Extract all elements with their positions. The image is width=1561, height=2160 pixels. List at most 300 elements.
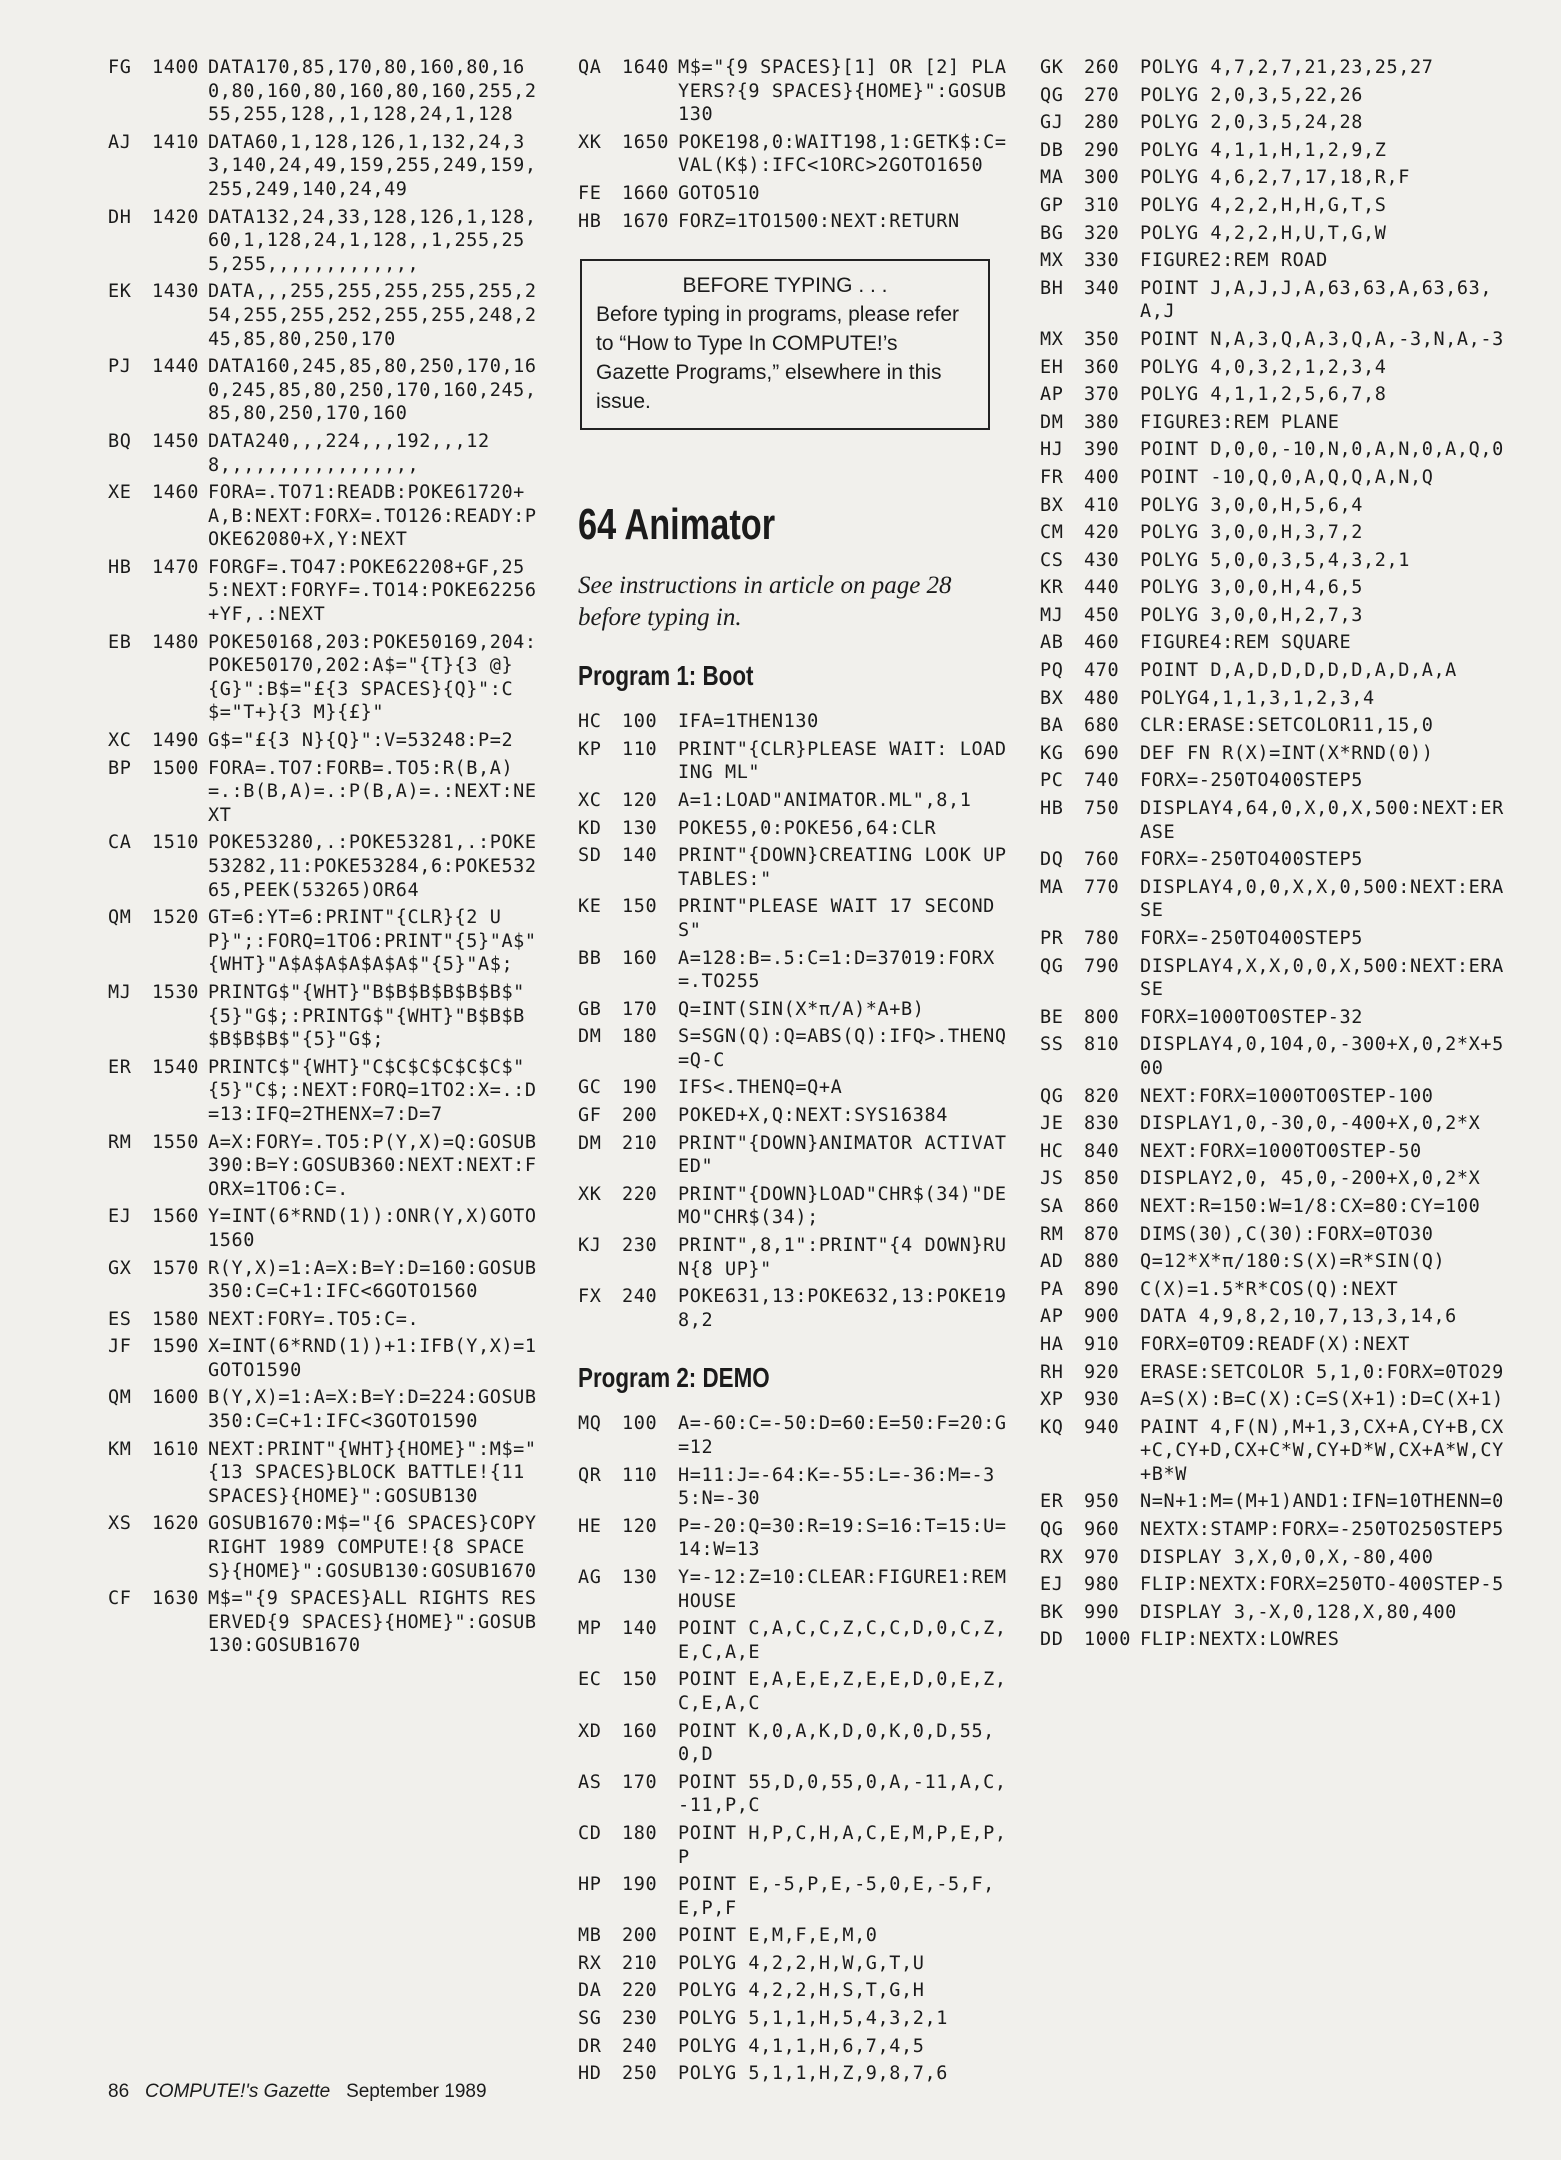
line-number: 920	[1084, 1361, 1120, 1383]
code-text: NEXTX:STAMP:FORX=-250TO250STEP5	[1140, 1519, 1504, 1541]
checksum: ER	[1040, 1491, 1064, 1513]
checksum: XC	[108, 730, 132, 752]
code-line	[1040, 604, 1510, 628]
line-number: 130	[622, 1566, 658, 1588]
line-number: 1460	[152, 482, 199, 504]
checksum: HB	[578, 210, 602, 232]
checksum: SA	[1040, 1195, 1064, 1217]
code-text: PAINT 4,F(N),M+1,3,CX+A,CY+B,CX+C,CY+D,CX+C*W,CY+D*W,CX+A*W,CY+B*W	[1140, 1416, 1504, 1485]
magazine-name: COMPUTE!'s Gazette	[144, 2081, 331, 2102]
checksum: EB	[108, 631, 132, 653]
code-text: Q=12*X*π/180:S(X)=R*SIN(Q)	[1140, 1251, 1446, 1273]
line-number: 170	[622, 998, 658, 1020]
code-text: PRINT"{CLR}PLEASE WAIT: LOADING ML"	[678, 738, 1007, 784]
code-line	[1040, 1167, 1510, 1191]
code-text: PRINTC$"{WHT}"C$C$C$C$C$C$"{5}"C$;:NEXT:FORQ=1TO2:X=.:D=13:IFQ=2THENX=7:D=7	[208, 1056, 537, 1125]
checksum: HE	[578, 1515, 602, 1537]
note-title: BEFORE TYPING . . .	[682, 274, 888, 298]
line-number: 220	[622, 1980, 658, 2002]
line-number: 290	[1084, 139, 1120, 161]
code-text: POLYG 5,0,0,3,5,4,3,2,1	[1140, 549, 1410, 571]
checksum: BK	[1040, 1601, 1064, 1623]
code-text: FORA=.TO71:READB:POKE61720+A,B:NEXT:FORX=.TO126:READY:POKE62080+X,Y:NEXT	[208, 482, 537, 551]
code-text: POLYG 4,2,2,H,S,T,G,H	[678, 1980, 925, 2002]
code-line	[1040, 1416, 1510, 1487]
line-number: 190	[622, 1077, 658, 1099]
code-line	[108, 981, 548, 1052]
checksum: KR	[1040, 577, 1064, 599]
checksum: QG	[1040, 1085, 1064, 1107]
checksum: JS	[1040, 1168, 1064, 1190]
code-text: A=-60:C=-50:D=60:E=50:F=20:G=12	[678, 1413, 1007, 1458]
code-line	[1040, 111, 1510, 135]
line-number: 450	[1084, 604, 1120, 626]
code-text: B(Y,X)=1:A=X:B=Y:D=224:GOSUB350:C=C+1:IFC<3GOTO1590	[208, 1387, 537, 1433]
code-line	[578, 131, 1018, 178]
code-text: DATA160,245,85,80,250,170,160,245,85,80,250,170,160,245,85,80,250,170,160	[208, 356, 537, 425]
line-number: 270	[1084, 84, 1120, 106]
line-number: 1410	[152, 131, 199, 153]
code-text: C(X)=1.5*R*COS(Q):NEXT	[1140, 1278, 1399, 1300]
line-number: 160	[622, 1720, 658, 1742]
code-text: POLYG 3,0,0,H,5,6,4	[1140, 494, 1364, 516]
checksum: HC	[578, 711, 602, 733]
code-line	[578, 1771, 1018, 1818]
line-number: 990	[1084, 1601, 1120, 1623]
line-number: 900	[1084, 1306, 1120, 1328]
code-text: POLYG 4,1,1,2,5,6,7,8	[1140, 384, 1387, 406]
line-number: 780	[1084, 928, 1120, 949]
code-text: ERASE:SETCOLOR 5,1,0:FORX=0TO29	[1140, 1361, 1504, 1383]
checksum: QA	[578, 57, 602, 78]
checksum: EJ	[108, 1206, 132, 1228]
line-number: 310	[1084, 194, 1120, 216]
checksum: HJ	[1040, 439, 1064, 461]
code-text: M$="{9 SPACES}[1] OR [2] PLAYERS?{9 SPACES}{HOME}":GOSUB130	[678, 57, 1007, 126]
code-line	[108, 906, 548, 977]
program-1-heading: Program 1: Boot	[578, 660, 754, 692]
program-1-listing	[578, 710, 1018, 1332]
code-text: DISPLAY4,0,0,X,X,0,500:NEXT:ERASE	[1140, 876, 1504, 922]
code-line	[108, 757, 548, 828]
line-number: 1450	[152, 430, 199, 452]
checksum: BB	[578, 947, 602, 969]
line-number: 110	[622, 738, 658, 760]
checksum: XK	[578, 131, 602, 153]
code-text: Q=INT(SIN(X*π/A)*A+B)	[678, 998, 925, 1020]
code-line	[1040, 194, 1510, 218]
code-text: DATA,,,255,255,255,255,255,254,255,255,252,255,255,248,245,85,80,250,170	[208, 281, 537, 350]
code-text: POINT -10,Q,0,A,Q,Q,A,N,Q	[1140, 466, 1434, 488]
line-number: 240	[622, 1286, 658, 1308]
code-text: POINT E,M,F,E,M,0	[678, 1925, 878, 1947]
checksum: HD	[578, 2063, 602, 2085]
code-line	[1040, 438, 1510, 462]
code-text: POINT E,-5,P,E,-5,0,E,-5,F,E,P,F	[678, 1874, 995, 1919]
code-text: POINT H,P,C,H,A,C,E,M,P,E,P,P	[678, 1822, 1007, 1868]
line-number: 130	[622, 817, 658, 839]
line-number: 1000	[1084, 1629, 1131, 1651]
line-number: 1590	[152, 1336, 199, 1358]
line-number: 140	[622, 1618, 658, 1640]
line-number: 1430	[152, 281, 199, 303]
code-line	[108, 430, 548, 477]
code-line	[578, 1464, 1018, 1511]
code-text: POLYG4,1,1,3,1,2,3,4	[1140, 687, 1375, 709]
code-text: FIGURE3:REM PLANE	[1140, 411, 1340, 433]
line-number: 870	[1084, 1223, 1120, 1245]
code-text: DATA132,24,33,128,126,1,128,60,1,128,24,1,128,,1,255,255,255,,,,,,,,,,,,,	[208, 206, 537, 275]
code-line	[108, 1131, 548, 1202]
line-number: 830	[1084, 1113, 1120, 1135]
code-line	[108, 1512, 548, 1583]
checksum: MA	[1040, 876, 1064, 898]
code-text: DEF FN R(X)=INT(X*RND(0))	[1140, 742, 1434, 764]
code-line	[1040, 356, 1510, 380]
checksum: GP	[1040, 194, 1064, 216]
line-number: 970	[1084, 1546, 1120, 1568]
code-line	[1040, 277, 1510, 324]
code-line	[1040, 1006, 1510, 1030]
code-line	[578, 947, 1018, 994]
checksum: BA	[1040, 715, 1064, 737]
checksum: KM	[108, 1438, 132, 1460]
code-text: CLR:ERASE:SETCOLOR11,15,0	[1140, 715, 1434, 737]
code-line	[578, 56, 1018, 127]
line-number: 480	[1084, 687, 1120, 709]
line-number: 1490	[152, 730, 199, 752]
line-number: 1650	[622, 131, 669, 153]
checksum: DM	[578, 1026, 602, 1048]
checksum: EJ	[1040, 1574, 1064, 1596]
checksum: RX	[578, 1952, 602, 1974]
checksum: CA	[108, 832, 132, 854]
checksum: XE	[108, 482, 132, 504]
checksum: QG	[1040, 84, 1064, 106]
code-text: POINT D,0,0,-10,N,0,A,N,0,A,Q,0	[1140, 439, 1504, 461]
line-number: 940	[1084, 1416, 1120, 1438]
checksum: AS	[578, 1771, 602, 1793]
line-number: 330	[1084, 250, 1120, 272]
line-number: 190	[622, 1874, 658, 1896]
checksum: HB	[1040, 798, 1064, 820]
code-line	[1040, 1361, 1510, 1385]
code-line	[578, 1132, 1018, 1179]
checksum: AP	[1040, 384, 1064, 406]
line-number: 200	[622, 1105, 658, 1127]
checksum: QR	[578, 1464, 602, 1486]
code-text: FORA=.TO7:FORB=.TO5:R(B,A)=.:B(B,A)=.:P(B,A)=.:NEXT:NEXT	[208, 757, 537, 826]
code-line	[578, 210, 1018, 234]
page-footer	[108, 2081, 487, 2103]
line-number: 460	[1084, 632, 1120, 654]
line-number: 440	[1084, 577, 1120, 599]
code-line	[578, 789, 1018, 813]
line-number: 1640	[622, 57, 669, 78]
code-text: POLYG 5,1,1,H,5,4,3,2,1	[678, 2008, 948, 2030]
code-line	[1040, 1388, 1510, 1412]
checksum: GF	[578, 1105, 602, 1127]
line-number: 1480	[152, 631, 199, 653]
code-text: NEXT:PRINT"{WHT}{HOME}":M$="{13 SPACES}BLOCK BATTLE!{11 SPACES}{HOME}":GOSUB130	[208, 1438, 537, 1507]
checksum: HP	[578, 1874, 602, 1896]
code-text: DISPLAY2,0, 45,0,-200+X,0,2*X	[1140, 1168, 1481, 1190]
code-line	[1040, 411, 1510, 435]
line-number: 860	[1084, 1195, 1120, 1217]
code-text: FORX=-250TO400STEP5	[1140, 849, 1364, 871]
code-text: POINT K,0,A,K,D,0,K,0,D,55,0,D	[678, 1720, 995, 1766]
code-line	[578, 1104, 1018, 1128]
code-text: NEXT:FORX=1000TO0STEP-50	[1140, 1140, 1422, 1162]
line-number: 410	[1084, 494, 1120, 516]
code-line	[578, 1720, 1018, 1767]
code-line	[108, 1386, 548, 1433]
code-text: POKE50168,203:POKE50169,204:POKE50170,202:A$="{T}{3 @}{G}":B$="£{3 SPACES}{Q}":C$="T+}{3 M}{£}"	[208, 631, 537, 724]
line-number: 790	[1084, 955, 1120, 977]
line-number: 1470	[152, 556, 199, 578]
line-number: 1670	[622, 210, 669, 232]
line-number: 110	[622, 1464, 658, 1486]
checksum: RM	[108, 1131, 132, 1153]
line-number: 1400	[152, 57, 199, 78]
line-number: 1610	[152, 1438, 199, 1460]
code-line	[578, 710, 1018, 734]
code-line	[1040, 249, 1510, 273]
code-text: POKE631,13:POKE632,13:POKE198,2	[678, 1286, 1007, 1331]
line-number: 1600	[152, 1387, 199, 1409]
checksum: AG	[578, 1566, 602, 1588]
code-text: POLYG 4,6,2,7,17,18,R,F	[1140, 167, 1410, 189]
code-text: DATA240,,,224,,,192,,,128,,,,,,,,,,,,,,,,,	[208, 430, 490, 476]
code-line	[578, 1668, 1018, 1715]
code-text: FLIP:NEXTX:FORX=250TO-400STEP-5	[1140, 1574, 1504, 1596]
line-number: 240	[622, 2035, 658, 2057]
code-text: POLYG 5,1,1,H,Z,9,8,7,6	[678, 2063, 948, 2085]
code-line	[1040, 166, 1510, 190]
checksum: KJ	[578, 1235, 602, 1257]
line-number: 680	[1084, 715, 1120, 737]
code-text: FORX=-250TO400STEP5	[1140, 928, 1364, 949]
checksum: CS	[1040, 549, 1064, 571]
code-line	[108, 56, 548, 127]
code-line	[1040, 687, 1510, 711]
line-number: 1630	[152, 1588, 199, 1610]
line-number: 880	[1084, 1251, 1120, 1273]
column-2	[578, 56, 1018, 2090]
code-text: POLYG 4,1,1,H,1,2,9,Z	[1140, 139, 1387, 161]
article-title: 64 Animator	[578, 500, 776, 550]
code-line	[1040, 848, 1510, 872]
line-number: 380	[1084, 411, 1120, 433]
code-line	[1040, 955, 1510, 1002]
code-line	[108, 556, 548, 627]
code-line	[1040, 494, 1510, 518]
code-text: X=INT(6*RND(1))+1:IFB(Y,X)=1GOTO1590	[208, 1336, 537, 1381]
line-number: 200	[622, 1925, 658, 1947]
code-line	[1040, 84, 1510, 108]
checksum: GB	[578, 998, 602, 1020]
code-text: R(Y,X)=1:A=X:B=Y:D=160:GOSUB350:C=C+1:IFC<6GOTO1560	[208, 1257, 537, 1303]
checksum: MJ	[1040, 604, 1064, 626]
code-text: POKED+X,Q:NEXT:SYS16384	[678, 1105, 948, 1127]
code-line	[108, 1438, 548, 1509]
checksum: KE	[578, 896, 602, 918]
checksum: QG	[1040, 1519, 1064, 1541]
checksum: BP	[108, 757, 132, 779]
line-number: 950	[1084, 1491, 1120, 1513]
checksum: PA	[1040, 1278, 1064, 1300]
line-number: 960	[1084, 1519, 1120, 1541]
code-text: POLYG 4,7,2,7,21,23,25,27	[1140, 57, 1434, 78]
code-line	[1040, 1085, 1510, 1109]
line-number: 180	[622, 1822, 658, 1844]
note-body: Before typing in programs, please refer to “How to Type In COMPUTE!’s Gazette Programs,” elsewhere in this issue.	[596, 303, 960, 414]
code-text: Y=-12:Z=10:CLEAR:FIGURE1:REM HOUSE	[678, 1566, 1019, 1612]
code-line	[1040, 1490, 1510, 1514]
code-text: POINT N,A,3,Q,A,3,Q,A,-3,N,A,-3	[1140, 328, 1504, 350]
line-number: 250	[622, 2063, 658, 2085]
line-number: 800	[1084, 1006, 1120, 1028]
code-text: NEXT:FORX=1000TO0STEP-100	[1140, 1085, 1434, 1107]
code-text: PRINT",8,1":PRINT"{4 DOWN}RUN{8 UP}"	[678, 1235, 1007, 1280]
checksum: AD	[1040, 1251, 1064, 1273]
checksum: MA	[1040, 167, 1064, 189]
checksum: DA	[578, 1980, 602, 2002]
code-line	[1040, 549, 1510, 573]
code-line	[1040, 1546, 1510, 1570]
checksum: MJ	[108, 981, 132, 1003]
line-number: 390	[1084, 439, 1120, 461]
code-text: DATA170,85,170,80,160,80,160,80,160,80,160,80,160,255,255,255,128,,1,128,24,1,128	[208, 57, 537, 126]
code-line	[578, 738, 1018, 785]
line-number: 350	[1084, 328, 1120, 350]
checksum: EK	[108, 281, 132, 303]
code-text: POINT D,A,D,D,D,D,D,A,D,A,A	[1140, 660, 1457, 682]
checksum: GX	[108, 1257, 132, 1279]
code-text: POLYG 2,0,3,5,22,26	[1140, 84, 1364, 106]
checksum: CD	[578, 1822, 602, 1844]
checksum: MX	[1040, 328, 1064, 350]
code-line	[578, 1076, 1018, 1100]
line-number: 420	[1084, 522, 1120, 544]
line-number: 980	[1084, 1574, 1120, 1596]
code-text: PRINT"{DOWN}ANIMATOR ACTIVATED"	[678, 1132, 1007, 1178]
code-text: PRINT"{DOWN}CREATING LOOK UP TABLES:"	[678, 845, 1019, 890]
code-line	[578, 1515, 1018, 1562]
code-line	[108, 631, 548, 725]
code-line	[1040, 56, 1510, 80]
line-number: 150	[622, 1669, 658, 1691]
line-number: 100	[622, 1413, 658, 1435]
checksum: BX	[1040, 494, 1064, 516]
code-line	[1040, 1278, 1510, 1302]
code-text: DATA60,1,128,126,1,132,24,33,140,24,49,159,255,249,159,255,249,140,24,49	[208, 131, 537, 200]
line-number: 360	[1084, 356, 1120, 378]
line-number: 210	[622, 1132, 658, 1154]
checksum: AP	[1040, 1306, 1064, 1328]
line-number: 1550	[152, 1131, 199, 1153]
line-number: 760	[1084, 849, 1120, 871]
checksum: KP	[578, 738, 602, 760]
code-line	[1040, 714, 1510, 738]
code-text: POLYG 2,0,3,5,24,28	[1140, 112, 1364, 134]
code-line	[578, 1952, 1018, 1976]
code-line	[1040, 1628, 1510, 1652]
checksum: AJ	[108, 131, 132, 153]
code-line	[108, 280, 548, 351]
checksum: BH	[1040, 277, 1064, 299]
code-text: DISPLAY4,0,104,0,-300+X,0,2*X+500	[1140, 1034, 1504, 1079]
line-number: 910	[1084, 1333, 1120, 1355]
code-line	[578, 1234, 1018, 1281]
checksum: DH	[108, 206, 132, 228]
line-number: 210	[622, 1952, 658, 1974]
checksum: ER	[108, 1056, 132, 1078]
issue-date: September 1989	[346, 2081, 487, 2102]
checksum: QM	[108, 1387, 132, 1409]
code-line	[578, 1617, 1018, 1664]
code-line	[1040, 1333, 1510, 1357]
checksum: XK	[578, 1183, 602, 1205]
checksum: DR	[578, 2035, 602, 2057]
checksum: MB	[578, 1925, 602, 1947]
checksum: HC	[1040, 1140, 1064, 1162]
line-number: 180	[622, 1026, 658, 1048]
code-text: G$="£{3 N}{Q}":V=53248:P=2	[208, 730, 514, 752]
line-number: 100	[622, 711, 658, 733]
line-number: 1420	[152, 206, 199, 228]
checksum: FX	[578, 1286, 602, 1308]
code-line	[108, 831, 548, 902]
line-number: 260	[1084, 57, 1120, 78]
code-line	[108, 131, 548, 202]
code-text: NEXT:FORY=.TO5:C=.	[208, 1308, 420, 1330]
line-number: 820	[1084, 1085, 1120, 1107]
code-text: DISPLAY1,0,-30,0,-400+X,0,2*X	[1140, 1113, 1481, 1135]
code-text: GOSUB1670:M$="{6 SPACES}COPYRIGHT 1989 COMPUTE!{8 SPACES}{HOME}":GOSUB130:GOSUB1670	[208, 1513, 537, 1582]
code-line	[108, 1056, 548, 1127]
program-2-listing	[578, 1412, 1018, 2085]
checksum: KG	[1040, 742, 1064, 764]
line-number: 1560	[152, 1206, 199, 1228]
code-text: DISPLAY4,64,0,X,0,X,500:NEXT:ERASE	[1140, 798, 1504, 843]
code-text: FORGF=.TO47:POKE62208+GF,255:NEXT:FORYF=.TO14:POKE62256+YF,.:NEXT	[208, 556, 537, 626]
checksum: DM	[578, 1132, 602, 1154]
checksum: RX	[1040, 1546, 1064, 1568]
code-text: Y=INT(6*RND(1)):ONR(Y,X)GOTO1560	[208, 1206, 537, 1251]
checksum: RM	[1040, 1223, 1064, 1245]
code-line	[1040, 328, 1510, 352]
listing-continuation	[578, 56, 1018, 233]
checksum: FG	[108, 57, 132, 78]
checksum: EH	[1040, 356, 1064, 378]
code-line	[1040, 1112, 1510, 1136]
line-number: 1440	[152, 356, 199, 378]
code-text: A=S(X):B=C(X):C=S(X+1):D=C(X+1)	[1140, 1389, 1504, 1411]
code-line	[108, 1205, 548, 1252]
code-line	[1040, 659, 1510, 683]
checksum: BQ	[108, 430, 132, 452]
line-number: 1620	[152, 1513, 199, 1535]
code-line	[1040, 222, 1510, 246]
checksum: HB	[108, 556, 132, 578]
code-text: POKE53280,.:POKE53281,.:POKE53282,11:POKE53284,6:POKE53265,PEEK(53265)OR64	[208, 832, 537, 901]
code-line	[578, 844, 1018, 891]
code-text: DISPLAY 3,-X,0,128,X,80,400	[1140, 1601, 1457, 1623]
line-number: 470	[1084, 660, 1120, 682]
code-text: DISPLAY4,X,X,0,0,X,500:NEXT:ERASE	[1140, 955, 1504, 1001]
checksum: XC	[578, 789, 602, 811]
